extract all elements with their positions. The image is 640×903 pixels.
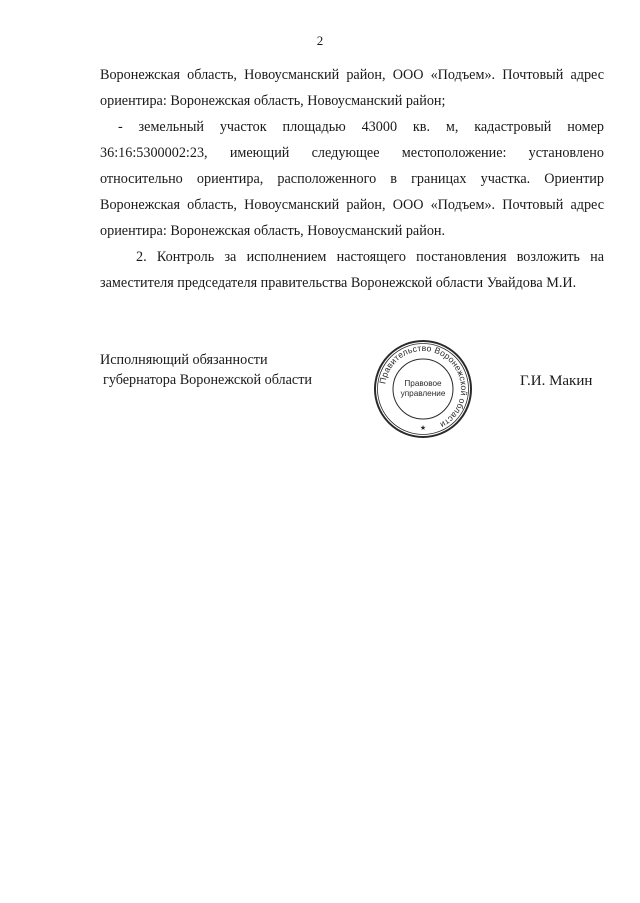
signatory-title [100,350,312,390]
paragraph-address-continuation: Воронежская область, Новоусманский район, ООО «Подъем». Почтовый адрес ориентира: Воронежская область, Новоусманский район; [100,67,604,109]
seal-icon [372,338,474,440]
signatory-title-line2: губернатора Воронежской области [103,372,313,388]
signature-block [100,342,604,432]
page-number: 2 [316,33,324,48]
seal-star-icon: ★ [419,425,427,432]
seal-ring-text: Правительство Воронежской области [377,342,470,431]
signatory-name: Г.И. Макин [520,373,593,389]
document-body [100,62,604,296]
seal-center-line2: управление [400,389,446,398]
official-seal-stamp [372,338,474,440]
seal-center-line1: Правовое [404,379,442,388]
signatory-title-line1: Исполняющий обязанности [100,352,268,368]
paragraph-land-plot: - земельный участок площадью 43000 кв. м, кадастровый номер 36:16:5300002:23, имеющий следующее местоположение: установлено относительно ориентира, расположенного в границах участка. Ориентир Воронежская область, Новоусманский район, ООО «Подъем». Почтовый адрес ориентира: Воронежская область, Новоусманский район. [100,119,604,239]
paragraph-control-clause: 2. Контроль за исполнением настоящего постановления возложить на заместителя председателя правительства Воронежской области Увайдова М.И. [100,249,604,291]
